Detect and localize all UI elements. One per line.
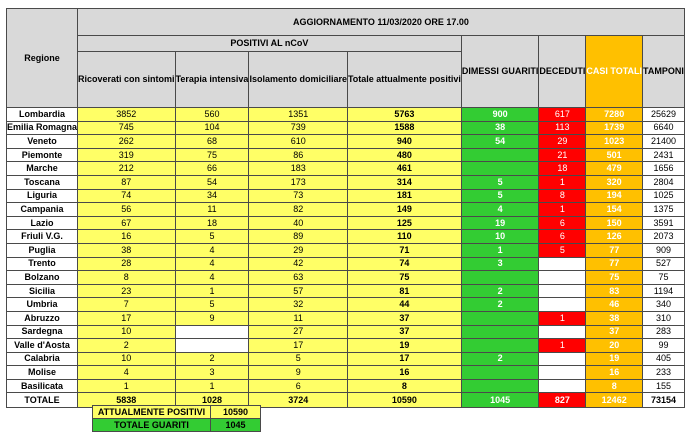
row-terapia: 54: [175, 175, 249, 189]
row-deceduti: [539, 325, 586, 339]
row-tamponi: 1375: [643, 203, 685, 217]
row-ricoverati: 8: [78, 271, 176, 285]
row-regione: Sardegna: [7, 325, 78, 339]
row-terapia: 11: [175, 203, 249, 217]
table-row: [7, 230, 685, 244]
row-isolamento: 9: [249, 366, 348, 380]
row-deceduti: 1: [539, 175, 586, 189]
row-casi: 126: [586, 230, 643, 244]
row-tamponi: 909: [643, 243, 685, 257]
table-row: [7, 216, 685, 230]
row-regione: Sicilia: [7, 284, 78, 298]
row-regione: Valle d'Aosta: [7, 339, 78, 353]
row-dimessi: 2: [461, 284, 539, 298]
header-totale-positivi: Totale attualmente positivi: [347, 52, 461, 108]
row-dimessi: [461, 148, 539, 162]
row-terapia: 2: [175, 352, 249, 366]
row-casi: 75: [586, 271, 643, 285]
row-dimessi: [461, 162, 539, 176]
total-casi: 12462: [586, 393, 643, 408]
row-regione: Trento: [7, 257, 78, 271]
row-ricoverati: 3852: [78, 108, 176, 122]
row-casi: 20: [586, 339, 643, 353]
table-body: [7, 108, 685, 408]
row-regione: Calabria: [7, 352, 78, 366]
row-tamponi: 21400: [643, 135, 685, 149]
summary-guariti-value: 1045: [211, 419, 261, 432]
header-tamponi: TAMPONI: [643, 36, 685, 108]
table-row: [7, 379, 685, 393]
row-isolamento: 5: [249, 352, 348, 366]
row-terapia: 4: [175, 271, 249, 285]
row-tamponi: 233: [643, 366, 685, 380]
row-ricoverati: 212: [78, 162, 176, 176]
row-ricoverati: 745: [78, 121, 176, 135]
total-terapia: 1028: [175, 393, 249, 408]
table-title: AGGIORNAMENTO 11/03/2020 ORE 17.00: [78, 9, 685, 36]
row-isolamento: 183: [249, 162, 348, 176]
row-regione: Basilicata: [7, 379, 78, 393]
row-casi: 1023: [586, 135, 643, 149]
row-tamponi: 99: [643, 339, 685, 353]
row-deceduti: [539, 284, 586, 298]
header-terapia: Terapia intensiva: [175, 52, 249, 108]
row-terapia: 4: [175, 243, 249, 257]
row-regione: Piemonte: [7, 148, 78, 162]
row-isolamento: 82: [249, 203, 348, 217]
header-positivi-group: POSITIVI AL nCoV: [78, 36, 462, 52]
row-totale-positivi: 480: [347, 148, 461, 162]
row-tamponi: 75: [643, 271, 685, 285]
row-casi: 19: [586, 352, 643, 366]
summary-table: [92, 405, 261, 432]
total-deceduti: 827: [539, 393, 586, 408]
row-totale-positivi: 940: [347, 135, 461, 149]
row-ricoverati: 319: [78, 148, 176, 162]
header-regione: Regione: [7, 9, 78, 108]
row-totale-positivi: 19: [347, 339, 461, 353]
row-regione: Molise: [7, 366, 78, 380]
row-dimessi: 3: [461, 257, 539, 271]
row-regione: Toscana: [7, 175, 78, 189]
row-dimessi: 5: [461, 189, 539, 203]
row-tamponi: 2431: [643, 148, 685, 162]
table-row: [7, 148, 685, 162]
row-totale-positivi: 16: [347, 366, 461, 380]
row-casi: 46: [586, 298, 643, 312]
row-totale-positivi: 71: [347, 243, 461, 257]
row-totale-positivi: 74: [347, 257, 461, 271]
row-casi: 16: [586, 366, 643, 380]
row-regione: Lombardia: [7, 108, 78, 122]
row-ricoverati: 7: [78, 298, 176, 312]
table-row: [7, 311, 685, 325]
row-dimessi: 5: [461, 175, 539, 189]
row-totale-positivi: 37: [347, 311, 461, 325]
total-tamponi: 73154: [643, 393, 685, 408]
row-ricoverati: 67: [78, 216, 176, 230]
row-terapia: 68: [175, 135, 249, 149]
row-deceduti: 8: [539, 189, 586, 203]
total-dimessi: 1045: [461, 393, 539, 408]
total-isolamento: 3724: [249, 393, 348, 408]
header-deceduti: DECEDUTI: [539, 36, 586, 108]
row-totale-positivi: 8: [347, 379, 461, 393]
row-regione: Campania: [7, 203, 78, 217]
row-isolamento: 1351: [249, 108, 348, 122]
row-isolamento: 57: [249, 284, 348, 298]
row-deceduti: [539, 271, 586, 285]
row-ricoverati: 74: [78, 189, 176, 203]
row-casi: 77: [586, 243, 643, 257]
row-totale-positivi: 1588: [347, 121, 461, 135]
table-row: [7, 121, 685, 135]
row-dimessi: [461, 339, 539, 353]
row-regione: Emilia Romagna: [7, 121, 78, 135]
summary-guariti-label: TOTALE GUARITI: [93, 419, 211, 432]
row-totale-positivi: 125: [347, 216, 461, 230]
row-casi: 479: [586, 162, 643, 176]
row-totale-positivi: 75: [347, 271, 461, 285]
table-row: [7, 339, 685, 353]
row-casi: 77: [586, 257, 643, 271]
row-regione: Liguria: [7, 189, 78, 203]
row-casi: 8: [586, 379, 643, 393]
row-isolamento: 610: [249, 135, 348, 149]
total-label: TOTALE: [7, 393, 78, 408]
row-dimessi: [461, 271, 539, 285]
row-ricoverati: 10: [78, 325, 176, 339]
row-tamponi: 405: [643, 352, 685, 366]
row-dimessi: 54: [461, 135, 539, 149]
row-deceduti: [539, 379, 586, 393]
row-tamponi: 1656: [643, 162, 685, 176]
row-totale-positivi: 149: [347, 203, 461, 217]
row-ricoverati: 4: [78, 366, 176, 380]
row-casi: 83: [586, 284, 643, 298]
row-dimessi: 38: [461, 121, 539, 135]
row-casi: 1739: [586, 121, 643, 135]
row-tamponi: 2804: [643, 175, 685, 189]
row-terapia: 1: [175, 284, 249, 298]
table-row: [7, 352, 685, 366]
row-deceduti: 29: [539, 135, 586, 149]
row-dimessi: [461, 366, 539, 380]
row-dimessi: 10: [461, 230, 539, 244]
table-row: [7, 284, 685, 298]
row-casi: 37: [586, 325, 643, 339]
row-dimessi: 2: [461, 352, 539, 366]
row-dimessi: 4: [461, 203, 539, 217]
total-ricoverati: 5838: [78, 393, 176, 408]
row-regione: Lazio: [7, 216, 78, 230]
row-regione: Bolzano: [7, 271, 78, 285]
header-casi-totali: CASI TOTALI: [586, 36, 643, 108]
row-deceduti: [539, 366, 586, 380]
row-tamponi: 2073: [643, 230, 685, 244]
row-casi: 38: [586, 311, 643, 325]
table-row: [7, 162, 685, 176]
row-regione: Abruzzo: [7, 311, 78, 325]
row-isolamento: 27: [249, 325, 348, 339]
row-regione: Friuli V.G.: [7, 230, 78, 244]
table-row: [7, 325, 685, 339]
row-casi: 320: [586, 175, 643, 189]
row-ricoverati: 2: [78, 339, 176, 353]
row-deceduti: 6: [539, 230, 586, 244]
row-totale-positivi: 181: [347, 189, 461, 203]
row-terapia: 9: [175, 311, 249, 325]
row-ricoverati: 87: [78, 175, 176, 189]
row-casi: 150: [586, 216, 643, 230]
row-ricoverati: 38: [78, 243, 176, 257]
row-terapia: 5: [175, 230, 249, 244]
row-tamponi: 3591: [643, 216, 685, 230]
row-isolamento: 11: [249, 311, 348, 325]
row-totale-positivi: 81: [347, 284, 461, 298]
row-terapia: 3: [175, 366, 249, 380]
row-tamponi: 25629: [643, 108, 685, 122]
row-isolamento: 40: [249, 216, 348, 230]
table-row: [7, 243, 685, 257]
row-casi: 7280: [586, 108, 643, 122]
row-terapia: 1: [175, 379, 249, 393]
row-ricoverati: 10: [78, 352, 176, 366]
row-isolamento: 17: [249, 339, 348, 353]
row-terapia: 66: [175, 162, 249, 176]
row-tamponi: 155: [643, 379, 685, 393]
row-totale-positivi: 37: [347, 325, 461, 339]
table-row: [7, 366, 685, 380]
row-isolamento: 73: [249, 189, 348, 203]
row-regione: Veneto: [7, 135, 78, 149]
row-dimessi: [461, 311, 539, 325]
row-isolamento: 86: [249, 148, 348, 162]
table-row: [7, 189, 685, 203]
row-totale-positivi: 110: [347, 230, 461, 244]
row-isolamento: 32: [249, 298, 348, 312]
row-totale-positivi: 314: [347, 175, 461, 189]
row-casi: 154: [586, 203, 643, 217]
row-tamponi: 6640: [643, 121, 685, 135]
table-row: [7, 298, 685, 312]
row-dimessi: 2: [461, 298, 539, 312]
row-deceduti: 113: [539, 121, 586, 135]
row-deceduti: 21: [539, 148, 586, 162]
row-regione: Marche: [7, 162, 78, 176]
row-tamponi: 283: [643, 325, 685, 339]
row-isolamento: 89: [249, 230, 348, 244]
row-deceduti: 5: [539, 243, 586, 257]
row-dimessi: [461, 379, 539, 393]
row-isolamento: 29: [249, 243, 348, 257]
row-tamponi: 1025: [643, 189, 685, 203]
row-deceduti: 1: [539, 203, 586, 217]
row-tamponi: 310: [643, 311, 685, 325]
row-ricoverati: 262: [78, 135, 176, 149]
row-deceduti: [539, 352, 586, 366]
row-deceduti: 18: [539, 162, 586, 176]
header-dimessi: DIMESSI GUARITI: [461, 36, 539, 108]
row-deceduti: 1: [539, 339, 586, 353]
row-isolamento: 42: [249, 257, 348, 271]
header-isolamento: Isolamento domiciliare: [249, 52, 348, 108]
row-ricoverati: 28: [78, 257, 176, 271]
row-isolamento: 739: [249, 121, 348, 135]
total-totale-positivi: 10590: [347, 393, 461, 408]
table-row: [7, 257, 685, 271]
row-terapia: 560: [175, 108, 249, 122]
row-dimessi: 900: [461, 108, 539, 122]
row-dimessi: 1: [461, 243, 539, 257]
row-deceduti: [539, 257, 586, 271]
row-tamponi: 340: [643, 298, 685, 312]
row-tamponi: 1194: [643, 284, 685, 298]
row-isolamento: 63: [249, 271, 348, 285]
row-ricoverati: 16: [78, 230, 176, 244]
row-dimessi: [461, 325, 539, 339]
row-totale-positivi: 461: [347, 162, 461, 176]
row-deceduti: [539, 298, 586, 312]
regional-table: [6, 8, 685, 408]
row-ricoverati: 56: [78, 203, 176, 217]
row-terapia: 18: [175, 216, 249, 230]
row-deceduti: 1: [539, 311, 586, 325]
header-ricoverati: Ricoverati con sintomi: [78, 52, 176, 108]
row-terapia: 5: [175, 298, 249, 312]
row-regione: Umbria: [7, 298, 78, 312]
row-casi: 194: [586, 189, 643, 203]
row-casi: 501: [586, 148, 643, 162]
row-terapia: 75: [175, 148, 249, 162]
row-totale-positivi: 17: [347, 352, 461, 366]
summary-attualmente-label: ATTUALMENTE POSITIVI: [93, 406, 211, 419]
row-terapia: 34: [175, 189, 249, 203]
row-ricoverati: 23: [78, 284, 176, 298]
table-row: [7, 203, 685, 217]
row-deceduti: 6: [539, 216, 586, 230]
row-regione: Puglia: [7, 243, 78, 257]
row-deceduti: 617: [539, 108, 586, 122]
row-ricoverati: 17: [78, 311, 176, 325]
row-dimessi: 19: [461, 216, 539, 230]
table-row: [7, 271, 685, 285]
summary-attualmente-value: 10590: [211, 406, 261, 419]
table-row: [7, 108, 685, 122]
row-terapia: [175, 339, 249, 353]
table-row: [7, 175, 685, 189]
row-totale-positivi: 44: [347, 298, 461, 312]
row-isolamento: 6: [249, 379, 348, 393]
row-tamponi: 527: [643, 257, 685, 271]
row-terapia: 4: [175, 257, 249, 271]
row-ricoverati: 1: [78, 379, 176, 393]
table-row: [7, 135, 685, 149]
row-terapia: 104: [175, 121, 249, 135]
row-totale-positivi: 5763: [347, 108, 461, 122]
row-terapia: [175, 325, 249, 339]
row-isolamento: 173: [249, 175, 348, 189]
